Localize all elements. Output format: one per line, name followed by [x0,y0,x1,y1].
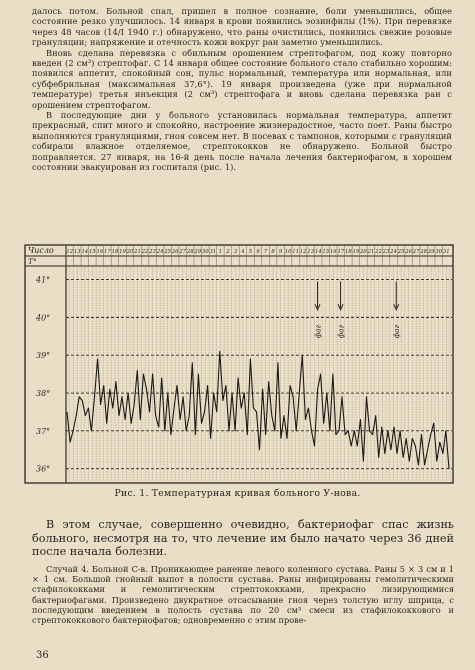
date-label: 22 [375,249,382,255]
date-label: 29 [427,249,435,255]
y-tick-label: 36° [36,464,51,474]
date-label: 18 [344,249,352,255]
date-label: 22 [141,249,149,255]
date-label: 8 [271,249,275,255]
date-label: 2 [226,249,230,255]
date-label: 21 [134,249,141,255]
date-label: 29 [194,249,202,255]
conclusion-paragraph: В этом случае, совершенно очевидно, бактериофаг спас жизнь больного, несмотря на то, что лечение им было начато через 36 дней после начала болезни. [32,518,454,559]
y-tick-label: 39° [36,351,51,361]
date-label: 15 [88,249,96,255]
date-label: 30 [201,249,209,255]
date-label: 1 [218,249,223,255]
phage-label: фаг [337,324,346,339]
date-label: 27 [412,249,420,255]
date-label: 23 [382,249,390,255]
date-label: 18 [111,249,119,255]
date-label: 14 [81,249,89,255]
date-label: 24 [390,249,397,255]
paragraph-2: Вновь сделана перевязка с обильным орошением стрептофагом, под кожу повторно введен (2 см³) стрептофаг. С 14 января общее состояние больного стало стабильно хорошим: появился аппетит, спокойный сон, пульс нормальный, температура или нормальная, или субфебрильная (максимальная 37,6°). 19 января произведена (уже при нормальной температуре) третья инъекция (2 см³) стрептофага и вновь сделана перевязка ран с орошением стрептофагом. [32,47,452,110]
figure-caption: Рис. 1. Температурная кривая больного У-нова. [114,488,361,499]
date-label: 31 [209,249,217,255]
date-label: 28 [186,249,194,255]
temperature-chart [24,244,454,484]
date-label: 26 [405,249,412,255]
date-label: 21 [367,249,375,255]
y-tick-label: 38° [36,389,51,399]
date-label: 30 [435,249,443,255]
body-text-top [32,6,452,173]
date-label: 15 [322,249,330,255]
case-4-paragraph: Случай 4. Больной С-в. Проникающее ранение левого коленного сустава. Раны 5 × 3 см и 1 × 1 см. Большой гнойный выпот в полости сустава. Раны инфицированы гемолитическими стафилококками и гемолитическим стрептококками, прекрасно лизирующимися бактериофагами. Произведено двукратное отсасывание гноя через толстую иглу шприца, с последующим введением в полость сустава по 20 см³ смеси из стафилококкового и стрептококкового бактериофагов; одновременно с этим прове- [32,564,454,626]
date-label: 11 [292,249,300,255]
date-label: 31 [442,249,450,255]
date-label: 17 [337,249,345,255]
date-label: 20 [360,249,367,255]
date-label: 9 [278,249,283,255]
date-label: 16 [329,249,337,255]
y-tick-label: 41° [36,275,51,285]
date-label: 10 [284,249,292,255]
date-label: 19 [119,249,126,255]
date-label: 4 [241,249,245,255]
date-label: 12 [299,249,307,255]
date-label: 16 [96,249,104,255]
header-label: Число [28,246,54,255]
date-label: 19 [352,249,360,255]
conclusion-text [32,518,454,559]
date-label: 5 [248,249,253,255]
date-label: 7 [263,249,268,255]
date-label: 13 [307,249,315,255]
date-label: 3 [233,249,238,255]
y-tick-label: 37° [36,426,51,436]
phage-label: фаг [393,324,402,339]
date-label: 17 [104,249,111,255]
date-label: 23 [149,249,156,255]
date-label: 24 [156,249,164,255]
date-label: 25 [397,249,405,255]
date-label: 6 [256,249,260,255]
phage-label: фаг [314,324,323,339]
date-label: 27 [179,249,187,255]
date-label: 25 [164,249,172,255]
date-label: 28 [420,249,428,255]
date-label: 20 [126,249,134,255]
chart-frame [25,245,453,483]
paragraph-1: далось потом. Больной спал, пришел в полное сознание, боли уменьшились, общее состояние резко улучшилось. 14 января в крови появились эозинфилы (1%). При перевязке через 48 часов (14/I 1940 г.) обнаружено, что раны очистились, появились свежие розовые грануляции; напряжение и отечность кожи вокруг ран заметно уменьшились. [32,6,452,48]
page-number: 36 [36,650,49,661]
date-label: 13 [73,249,81,255]
row-label: T° [28,257,37,266]
date-label: 14 [314,249,322,255]
y-tick-label: 40° [36,313,51,323]
case-4-text [32,564,454,625]
date-label: 26 [171,249,179,255]
date-label: 12 [66,249,74,255]
paragraph-3: В последующие дни у больного установилась нормальная температура, аппетит прекрасный, спит много и спокойно, настроение жизнерадостное, часто поет. Раны быстро выполняются грануляциями, гноя совсем нет. В посевах с тампонов, которыми с грануляций собирали влажное отделяемое, стрептококков не обнаружено. Больной быстро поправляется. 27 января, на 16-й день после начала лечения бактериофагом, в хорошем состоянии эвакуирован из госпиталя (рис. 1). [32,110,452,173]
